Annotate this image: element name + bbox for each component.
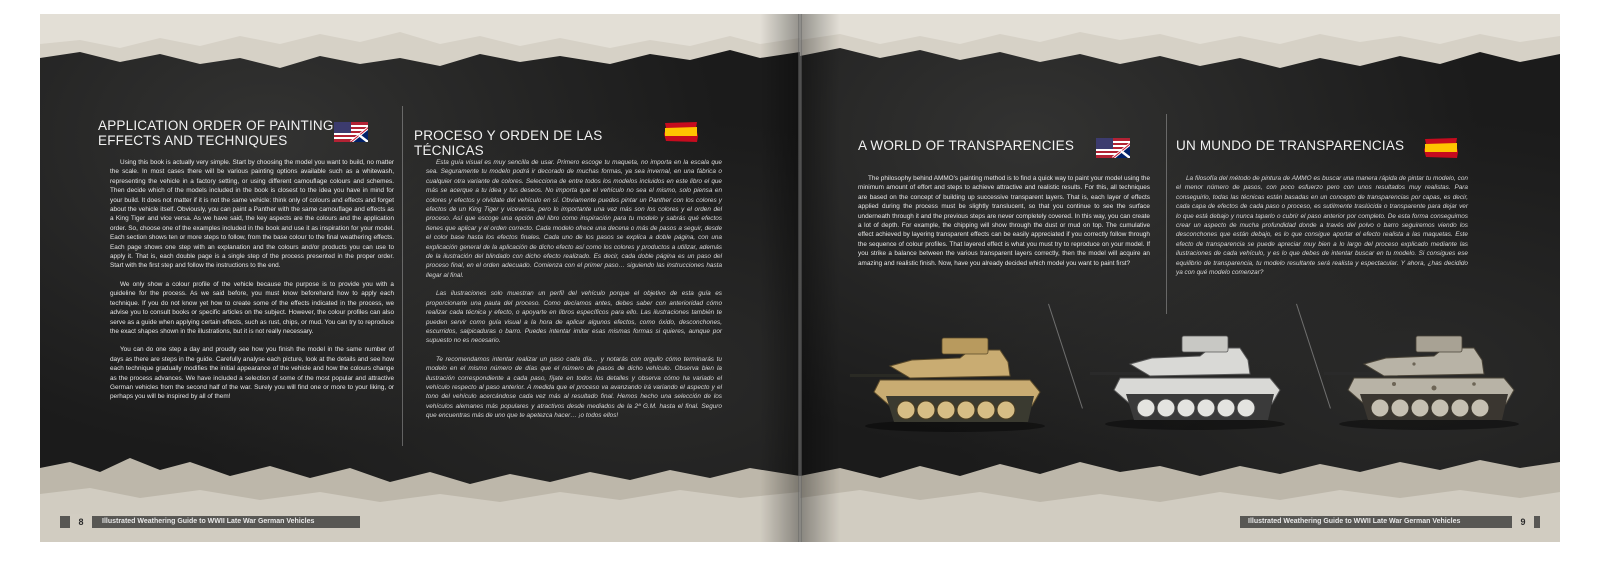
uk-usa-flag-icon	[334, 122, 368, 142]
gutter-shadow-right	[800, 14, 840, 542]
page-number-left: 8	[70, 514, 92, 530]
tank-illustration-whitewash	[1090, 334, 1290, 434]
column-divider	[402, 106, 403, 446]
right-page	[800, 14, 1560, 542]
paragraph: Te recomendamos intentar realizar un paso cada día… y notarás con orgullo cómo terminarás tu modelo en el mismo número de días que el número de pasos de dicho vehículo. Observa bien la ilustración correspondiente a cada paso, fíjate en todos los detalles y observa cómo ha variado el vehículo respecto al paso anterior. A medida que el proceso va avanzando irá variando el aspecto y el tono del vehículo acercándose cada vez más al resultado final. Hemos hecho una selección de los vehículos alemanes más populares y atractivos desde mediados de la 2ª G.M. hasta el final. Seguro que encuentras más de uno que te apetezca hacer… ¡o todos ellos!	[426, 355, 722, 420]
tank-illustration-weathered	[1324, 334, 1524, 434]
paragraph: Las ilustraciones solo muestran un perfil del vehículo porque el objetivo de esta guía es proporcionarte una pauta del proceso. Como decíamos antes, debes saber con anterioridad cómo realizar cada técnica y efecto, o apoyarte en libros específicos para ello. Las ilustraciones también te pueden servir como guía visual a la hora de aplicar algunos efectos, como óxido, desconchones, escurridos, salpicaduras o barro. Puedes intentar imitar esas mismas formas si quieres, aunque por supuesto no es necesario.	[426, 290, 722, 345]
paragraph: Using this book is actually very simple. Start by choosing the model you want to build, no matter the scale. In most cases there will be various painting options available such as a whitewash, representing the vehicle in a factory setting, or using different camouflage colours and schemes. Then decide which of the models included in the book is closest to the idea you have in mind for your build. It does not matter if it is not the same vehicle: think only of colours and effects and forget about the vehicle itself. Obviously, you can paint a Panther with the same camouflage and effects as a King Tiger and vice versa. As we have said, the key aspects are the colours and the application order. So, choose one of the examples included in the book and use it as inspiration for your model. Each section shows ten or more steps to follow, from the base colour to the final weathering effects. Each page shows one step with an explanation and the colours and/or products you can use to apply it. That is, each double page is a single step of the process presented in the proper order. Start with the first step and follow the instructions to the end.	[110, 159, 394, 270]
title-line-1: APPLICATION ORDER OF PAINTING	[98, 118, 334, 133]
paragraph: We only show a colour profile of the vehicle because the purpose is to provide you with a guideline for the process. As we said before, you must know beforehand how to apply each technique. If you do not know yet how to create some of the effects indicated in the process, we advise you to consult books or specific articles on the subject. However, the colour profiles can also serve as a guide when applying certain effects, such as rust, chips, or mud. You can try to reproduce the exact shapes shown in the illustrations, but it is not really necessary.	[110, 280, 394, 335]
paragraph: Esta guía visual es muy sencilla de usar. Primero escoge tu maqueta, no importa en la escala que sea. Seguramente tu modelo podrá ir decorado de muchas formas, ya sea invernal, en una fábrica o cualquier otra variante de colores. Selecciona de entre todos los modelos incluidos en este libro el que más se acerque a tu idea y tus deseos. No importa que el vehículo no sea el mismo, solo piensa en colores y efectos y olvídate del vehículo en sí. Obviamente puedes pintar un Panther con los colores y efectos de un King Tiger y viceversa, pero lo importante una vez más son los colores y el orden del proceso. Así que escoge una opción del libro como inspiración para tu modelo y sabrás qué efectos tienes que aplicar y el orden correcto. Cada modelo ofrece una decena o más de pasos a seguir, desde el color base hasta los efectos finales. Cada uno de los pasos se explica a doble página, con una explicación general de la aplicación de dicho efecto así como los colores y productos a utilizar, además de la ilustración del blindado con dicho efecto realizado. Es decir, cada doble página es un paso del proceso final, en el orden adecuado. Comienza con el primer paso… siguiendo las instrucciones hasta llegar al final.	[426, 159, 722, 279]
spanish-body-left	[426, 158, 722, 430]
uk-usa-flag-icon	[1096, 138, 1130, 158]
book-spine	[798, 14, 802, 542]
english-body-right	[858, 174, 1150, 277]
left-page	[40, 14, 800, 542]
torn-edge-top-right	[800, 14, 1560, 84]
column-divider	[1166, 114, 1167, 314]
section-title-english-right: A WORLD OF TRANSPARENCIES	[858, 138, 1075, 153]
section-title-spanish-right: UN MUNDO DE TRANSPARENCIAS	[1176, 138, 1405, 153]
tank-illustration-yellow	[850, 336, 1050, 436]
book-spread	[40, 14, 1560, 542]
title-line-2: EFFECTS AND TECHNIQUES	[98, 133, 288, 148]
page-number-right: 9	[1512, 514, 1534, 530]
running-title-right: Illustrated Weathering Guide to WWII Late War German Vehicles	[1248, 518, 1461, 525]
gutter-shadow-left	[760, 14, 800, 542]
paragraph: The philosophy behind AMMO's painting method is to find a quick way to paint your model using the minimum amount of effort and steps to achieve attractive and realistic results. For this, all techniques are based on the concept of building up successive transparent layers. That is, each layer of effects applied during the process must be slightly translucent, so that you continue to see the surface underneath through it and the previous steps are never completely covered. In this way, you can create a lot of depth. For example, the chipping will show through the dust or mud on top. The cumulative effect achieved by layering transparent effects can be easily appreciated if you correctly follow through the sequence of colour profiles. That layered effect is what you must try to reproduce on your model. If you strike a balance between the various transparent layers correctly, then the model will acquire an amazing and realistic finish. Now, have you already decided which model you want to paint first?	[858, 175, 1150, 267]
spain-flag-icon	[664, 122, 698, 142]
running-title-left: Illustrated Weathering Guide to WWII Late War German Vehicles	[102, 518, 315, 525]
paragraph: La filosofía del método de pintura de AMMO es buscar una manera rápida de pintar tu modelo, con el menor número de pasos, con poco esfuerzo pero con unos resultados muy realistas. Para conseguirlo, todas las técnicas están basadas en un concepto de transparencias por capas, es decir, cada capa de efectos de cada paso o proceso, es sutilmente traslúcida o transparente para dejar ver lo que está debajo y nunca taparlo o cubrir el paso anterior por completo. De esta forma conseguimos crear un aspecto de mucha profundidad donde a través del polvo o barro seguiremos viendo los desconchones que están debajo, es lo que consigue aportar el efecto realista a las maquetas. Este efecto de transparencia se puede apreciar muy bien a lo largo del proceso explicado mediante las ilustraciones de cada vehículo, y es lo que debes de intentar buscar en tu modelo. Si consigues ese equilibrio de transparencia, tu modelo resultante será realista y espectacular. Y ahora, ¿has decidido ya con qué modelo comenzar?	[1176, 175, 1468, 277]
torn-edge-top-left	[40, 14, 800, 84]
section-title-spanish-left: PROCESO Y ORDEN DE LAS TÉCNICAS	[414, 128, 603, 158]
paragraph: You can do one step a day and proudly see how you finish the model in the same number of days as there are steps in the guide. Carefully analyse each picture, look at the details and see how each technique gradually modifies the initial appearance of the vehicle and how the colours change as the process advances. We have included a selection of some of the most popular and attractive German vehicles from the second half of the war. Surely you will find one or more to your liking, or perhaps you will be inspired by all of them!	[110, 346, 394, 401]
spain-flag-icon	[1424, 138, 1458, 158]
english-body-left	[110, 158, 394, 411]
spanish-body-right	[1176, 174, 1468, 286]
